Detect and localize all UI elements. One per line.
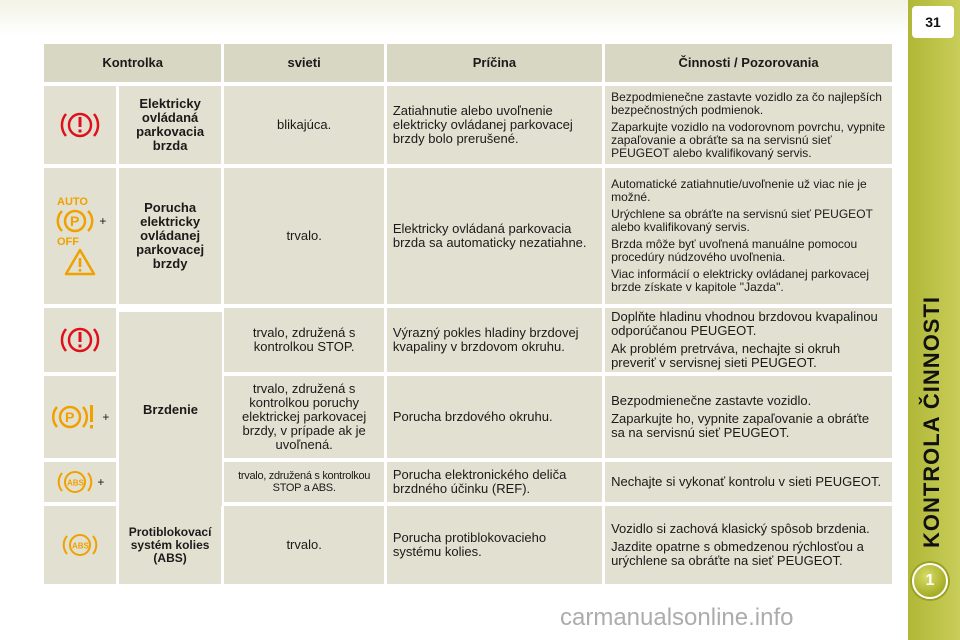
action-text: Urýchlene sa obráťte na servisnú sieť PEUGEOT alebo kvalifikovaný servis. (611, 207, 873, 234)
icon-cell (44, 376, 116, 458)
chapter-title: KONTROLA ČINNOSTI (919, 295, 944, 549)
light-state: trvalo, združená s kontrolkou STOP a ABS. (224, 462, 383, 502)
light-actions (605, 376, 892, 458)
action-text: Automatické zatiahnutie/uvoľnenie už viac nie je možné. (611, 177, 867, 204)
page-number: 31 (912, 6, 954, 38)
light-actions (605, 168, 892, 304)
table-row (44, 168, 892, 304)
action-text: Viac informácií o elektricky ovládanej parkovacej brzde získate v kapitole "Jazda". (611, 267, 869, 294)
brake-warning-icon (60, 323, 100, 357)
top-band (0, 0, 908, 36)
light-cause: Porucha elektronického deliča brzdného účinku (REF). (387, 462, 602, 502)
plus-sign: + (102, 410, 110, 424)
plus-sign: + (97, 475, 105, 489)
svg-text:P: P (70, 213, 80, 229)
action-text: Ak problém pretrváva, nechajte si okruh preveriť v servisnej sieti PEUGEOT. (611, 341, 841, 370)
header-svieti: svieti (224, 44, 383, 82)
light-name: Protiblokovací systém kolies (ABS) (119, 506, 222, 584)
light-cause: Elektricky ovládaná parkovacia brzda sa automaticky nezatiahne. (387, 168, 602, 304)
svg-text:P: P (65, 409, 75, 425)
table-row (44, 86, 892, 164)
merged-brzdenie-cell: Brzdenie (119, 312, 222, 506)
action-text: Doplňte hladinu vhodnou brzdovou kvapalinou odporúčanou PEUGEOT. (611, 309, 878, 338)
action-text: Bezpodmienečne zastavte vozidlo. (611, 393, 812, 408)
watermark: carmanualsonline.info (560, 604, 794, 631)
light-name: Elektricky ovládaná parkovacia brzda (119, 86, 222, 164)
light-actions (605, 506, 892, 584)
light-name: Porucha elektricky ovládanej parkovacej brzdy (119, 168, 222, 304)
light-actions (605, 308, 892, 372)
light-state: trvalo. (224, 506, 383, 584)
action-text: Jazdite opatrne s obmedzenou rýchlosťou a urýchlene sa obráťte na sieť PEUGEOT. (611, 539, 864, 568)
icon-group (53, 195, 106, 247)
icon-cell (44, 168, 116, 304)
abs-icon (55, 467, 95, 497)
parking-brake-fault-icon (50, 400, 100, 434)
abs-icon (60, 530, 100, 560)
plus-sign: + (99, 214, 107, 228)
icon-cell (44, 462, 116, 502)
action-text: Vozidlo si zachová klasický spôsob brzdenia. (611, 521, 870, 536)
action-text: Nechajte si vykonať kontrolu v sieti PEUGEOT. (611, 474, 882, 489)
light-state: trvalo, združená s kontrolkou poruchy elektrickej parkovacej brzdy, v prípade ak je uvoľnená. (224, 376, 383, 458)
auto-label: AUTO (57, 196, 89, 208)
light-actions (605, 462, 892, 502)
light-cause: Výrazný pokles hladiny brzdovej kvapaliny v brzdovom okruhu. (387, 308, 602, 372)
icon-cell (44, 86, 116, 164)
chapter-title-box (914, 296, 950, 548)
chapter-number-badge: 1 (912, 563, 948, 599)
light-state: trvalo. (224, 168, 383, 304)
light-cause: Porucha protiblokovacieho systému kolies. (387, 506, 602, 584)
light-actions (605, 86, 892, 164)
header-kontrolka: Kontrolka (44, 44, 221, 82)
header-cinnosti: Činnosti / Pozorovania (605, 44, 892, 82)
icon-cell (44, 506, 116, 584)
auto-parking-icon (53, 195, 97, 247)
header-pricina: Príčina (387, 44, 602, 82)
icon-cell (44, 308, 116, 372)
light-state: trvalo, združená s kontrolkou STOP. (224, 308, 383, 372)
light-cause: Porucha brzdového okruhu. (387, 376, 602, 458)
action-text: Bezpodmienečne zastavte vozidlo za čo najlepších bezpečnostných podmienok. (611, 89, 882, 117)
off-label: OFF (57, 236, 80, 247)
light-state: blikajúca. (224, 86, 383, 164)
brake-warning-icon (60, 108, 100, 142)
action-text: Zaparkujte vozidlo na vodorovnom povrchu, vypnite zapaľovanie a obráťte sa na servisnú sieť PEUGEOT alebo kvalifikovaný servis. (611, 119, 886, 160)
light-cause: Zatiahnutie alebo uvoľnenie elektricky ovládanej parkovacej brzdy bolo prerušené. (387, 86, 602, 164)
table-header-row (44, 44, 892, 82)
svg-text:ABS: ABS (67, 478, 85, 488)
action-text: Brzda môže byť uvoľnená manuálne pomocou procedúry núdzového uvoľnenia. (611, 237, 858, 264)
table-row (44, 506, 892, 584)
action-text: Zaparkujte ho, vypnite zapaľovanie a obráťte sa na servisnú sieť PEUGEOT. (611, 411, 870, 440)
service-warning-icon (63, 247, 97, 277)
chapter-sidebar (908, 0, 960, 640)
svg-text:ABS: ABS (71, 541, 89, 551)
